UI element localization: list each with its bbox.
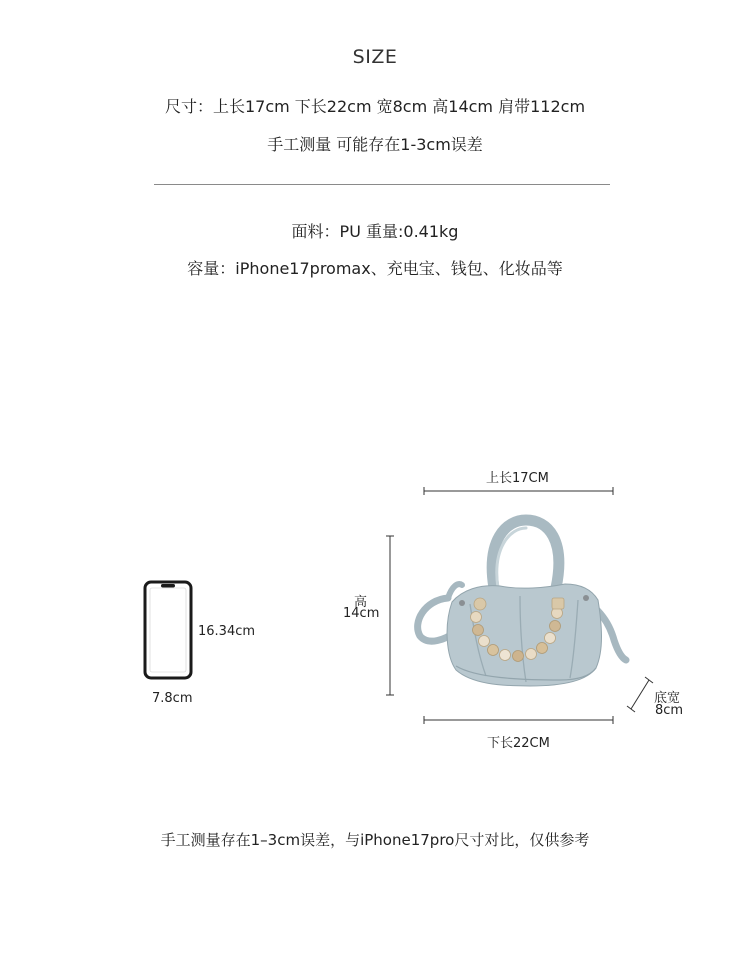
footer-note: 手工测量存在1–3cm误差，与iPhone17pro尺寸对比，仅供参考 (160, 831, 590, 849)
page-title: SIZE (352, 46, 398, 68)
bottom-width-label-line1: 底宽 (654, 691, 681, 706)
depth-line (627, 677, 653, 712)
top-length-label: 上长17CM (486, 471, 549, 486)
material-weight-text: 面料：PU 重量:0.41kg (291, 222, 459, 241)
bottom-length-label: 下长22CM (487, 736, 550, 751)
bottom-length-line (424, 716, 613, 724)
bag-illustration (418, 520, 626, 686)
bottom-width-label-line2: 8cm (655, 703, 684, 718)
height-label-line1: 高 (354, 595, 368, 610)
phone-height-label: 16.34cm (198, 624, 256, 639)
height-label-line2: 14cm (343, 606, 380, 621)
phone-illustration (145, 582, 191, 678)
dimensions-text: 尺寸：上长17cm 下长22cm 宽8cm 高14cm 肩带112cm (164, 97, 586, 116)
top-length-line (424, 487, 613, 495)
tolerance-text: 手工测量 可能存在1-3cm误差 (267, 135, 483, 154)
capacity-text: 容量：iPhone17promax、充电宝、钱包、化妆品等 (187, 259, 563, 278)
phone-width-label: 7.8cm (152, 691, 193, 706)
height-line (386, 536, 394, 695)
